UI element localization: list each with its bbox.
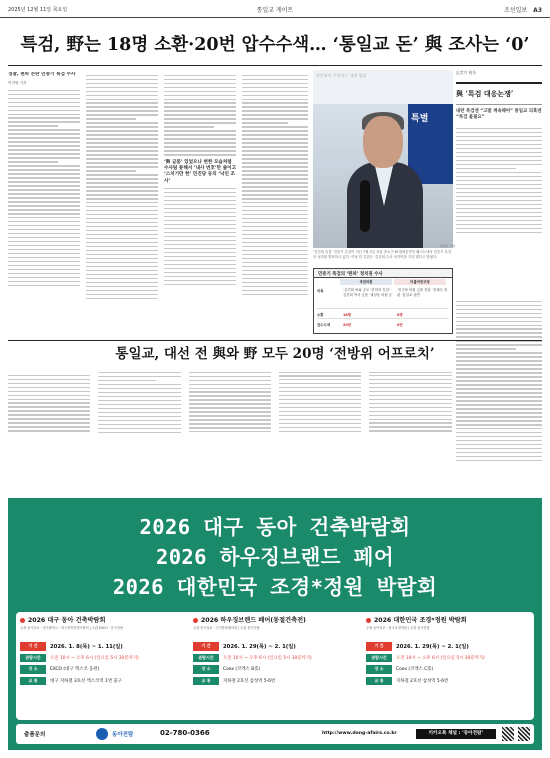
photo-caption: ‘김건희 특검’ 민중기 특검이 지난 7월 2일 서울 종로구 KT광화문빌딩 웨스트에서 민중기 특검의 성과를 발표하고 있다. 이날 민 특검은 ‘김건희 수사 마지막을 기록’했다고 밝혔다. xyxy=(313,250,452,259)
ad-line-2: 2026 하우징브랜드 페어 xyxy=(155,545,395,569)
ad-info-cards xyxy=(16,612,534,720)
news-photo xyxy=(313,70,456,248)
second-headline: 통일교, 대선 전 與와 野 모두 20명 ‘전방위 어프로치’ xyxy=(8,340,542,366)
ad-line-1: 2026 대구 동아 건축박람회 xyxy=(139,515,411,539)
header-date: 2025년 12월 11일 목요일 xyxy=(8,7,68,13)
info-row-3: 압수수색 20번 0번 xyxy=(317,323,403,327)
article-column-1 xyxy=(8,72,80,334)
second-article-body xyxy=(8,372,542,492)
article-subhead: 경찰, 편파 논란 민중기 특검 수사 xyxy=(8,72,76,77)
article-column-2 xyxy=(86,72,158,334)
article-column-4 xyxy=(242,72,308,334)
header-section: 통일교 게이트 xyxy=(256,7,294,14)
sidebar-subtitle: 내란 특검엔 “고발 계속해야” 통일교 의혹엔 “특검 불필요” xyxy=(456,109,542,121)
column-subhead: ‘與 금품’ 있었으나 변한 모습처럼 수사팀 통해서 ‘내사 번호’만 줄이고 ‘스치기만 한’ 민진당 등의 ‘낙인 조사’ xyxy=(164,159,236,184)
sidebar-column xyxy=(456,70,542,294)
photo-banner: 특별 xyxy=(408,104,453,184)
footer-url[interactable]: http://www.dong-afairs.co.kr xyxy=(322,731,397,736)
qr-code-icon[interactable] xyxy=(518,727,530,741)
info-row-2: 소환 18명 0명 xyxy=(317,311,449,319)
footer-label: 출품문의 xyxy=(24,732,46,738)
footer-kakao[interactable]: 카카오톡 채널 : ‘동아전람’ xyxy=(416,729,496,739)
info-col-left: 국민의힘 xyxy=(340,279,392,285)
header-page: A3 xyxy=(533,7,542,14)
ad-line-3: 2026 대한민국 조경*정원 박람회 xyxy=(112,575,438,599)
qr-code-icon[interactable] xyxy=(502,727,514,741)
article-column-3 xyxy=(164,72,236,334)
main-headline: 특검, 野는 18명 소환·20번 압수수색… ‘통일교 돈’ 與 조사는 ‘0’ xyxy=(8,26,542,66)
article-byline: 이가영 기자 xyxy=(8,81,27,86)
info-col-right: 더불어민주당 xyxy=(394,279,446,285)
ad-card-garden: 2026 대한민국 조경*정원 박람회 주최 동아일보 · 한국조경학회 | 주관 동아전람 기 간 2026. 1. 29(목) ~ 2. 1(일) 관람시간 오전 10시 ~ 오후 6시 (일요일 5시 30분까지) 장 소 Coex (코엑스 C홀) 교 통 지하철 2호선 삼성역 5·6번 xyxy=(366,616,534,716)
photo-credit: 남강호 기자 xyxy=(440,244,456,248)
photo-backdrop-text: 한민족이 주인되는 세계 평화 xyxy=(313,70,453,104)
info-row-1: 의혹 ·김건희 씨와 공모 ‘한학자 특검’ ·김건희 여사 금품 ·권성동 의원 등 ·민주당 의원 금품 전달 ·전재수 장관 ·통일교 접견 xyxy=(317,287,449,309)
footer-phone[interactable]: 02-780-0366 xyxy=(160,729,210,737)
info-box xyxy=(313,268,453,334)
ad-card-housing: 2026 하우징브랜드 페어(동절건축전) 주최 동아일보 · 주거문화협의회 | 주관 동아전람 기 간 2026. 1. 29(목) ~ 2. 1(일) 관람시간 오전 10시 ~ 오후 6시 (일요일 5시 30분까지) 장 소 Coex (코엑스 B홀) 교 통 지하철 2호선 삼성역 5·6번 xyxy=(193,616,362,716)
info-box-title: 민중기 특검의 ‘편파’ 정치권 수사 xyxy=(314,269,452,278)
microphone-icon xyxy=(360,180,370,232)
dong-a-logo-icon xyxy=(96,728,108,740)
ad-card-daegu: 2026 대구 동아 건축박람회 주최 동아일보 · 대구광역시 · 대구경북건축가협회 | 주관 EXCO · 동아전람 기 간 2026. 1. 8(목) ~ 1. 11(일) 관람시간 오전 10시 ~ 오후 6시 (일요일 5시 30분까지) 장 소 EXCO (대구 엑스코 동관) 교 통 대구 지하철 3호선 엑스코역 1번 출구 xyxy=(20,616,189,716)
header-paper: 조선일보 xyxy=(503,7,528,14)
sidebar-title: 與 ‘특검 대응논쟁’ xyxy=(456,82,542,105)
page-header xyxy=(0,0,550,18)
expo-advertisement xyxy=(8,498,542,750)
footer-brand: 동아전람 xyxy=(112,732,134,738)
sidebar-label: 記者의 視角 xyxy=(456,70,477,75)
ad-footer xyxy=(16,724,534,744)
